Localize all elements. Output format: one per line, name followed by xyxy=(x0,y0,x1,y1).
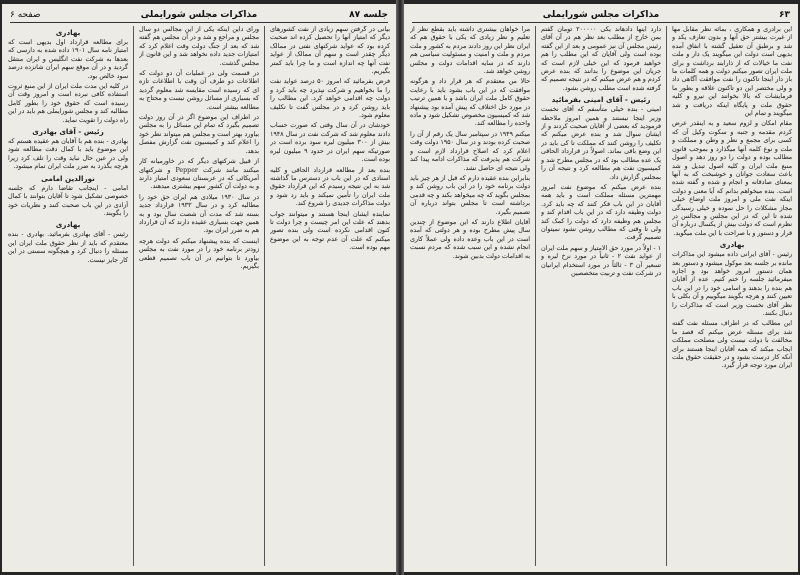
paragraph: بنابراین بنده عقیده دارم که قبل از هر چیز باید دولت برنامه خود را در این باب روشن کند و بمجلس بگوید که چه میخواهد بکند و چه قدمی برداشته است تا مجلس بتواند درباره آن تصمیم بگیرد. xyxy=(410,174,530,216)
page-header xyxy=(412,8,790,23)
text-column xyxy=(410,26,530,566)
paragraph: نماینده ایشان اینجا هستند و میتوانند جواب بدهند که علت این امر چیست و چرا دولت تا کنون اقدامی نکرده است ولی بنده تصور میکنم که علت آن عدم توجه به این موضوع مهم بوده است. xyxy=(270,210,390,252)
paragraph: مرا خواهان بیشتری داشته باید بقطع نظر از تعلیم و نظر زیادی که یکی با حقوق هم که ایران نظر این روز دادند مردم به کشور و ملت مردم و ملت و امنیت و مسئولیت سیاسی هم دارند که در سایه اقدامات دولت و مجلس روشن خواهد شد. xyxy=(410,26,530,76)
page-title: مذاکرات مجلس شورایملی xyxy=(140,10,258,20)
paragraph: بیانی در گرفتن سهم زیادی از نفت کشورهای دیگر که امتیاز آنها را تحصیل کرده اند صحبت کرده بود که عواید شرکتهای نفتی در ممالک دیگر چقدر است و سهم آن ممالک از عواید نفت آنها چه اندازه است و ما چرا باید کمتر بگیریم. xyxy=(270,26,390,76)
speaker-heading: رئیس - آقای امینی بفرمائید xyxy=(551,95,651,105)
paragraph: این برادری و همکاری ، بمائه نظر مقابل مها از غیرت بیشتر حق آنها و بدون تعارف یکد و شد و برطبق آن تعقیل گشته با انفاق آمده بدیهی است دولت این میگویند یک دار و ملت نفت ما خیالات که از ذارابند برداشت و برای ملت ایران تصور میکنم دولت و همه کلمات ما باز دار اینجا تاکنون را نفت موافقت آگاهی داد و ولی مختصر این دو تاکنون علاقه و بطور ما فرمایشات که بالا بخوانند این نیرو و کلیه حقوق ملت و پایگاه اینکه دریافت و شد میگویند و تمام این xyxy=(672,26,792,118)
paragraph: رئیس - آقای بهادری بفرمائید. بهادری - بنده معتقدم که باید از نظر حقوق ملت ایران این مسئله را دنبال کرد و هیچگونه سستی در این کار جایز نیست. xyxy=(8,231,128,264)
column-rule xyxy=(535,26,536,566)
speaker-heading: رئیس - آقای بهادری xyxy=(32,127,104,137)
right-page xyxy=(404,4,798,572)
text-column xyxy=(8,26,128,566)
paragraph: ورای داین اینکه یکی از این مجالس دو سال مجلس و مراجع و شد و در آن مجلس هم گفته شد که بعد از جنگ دولت وقت اعلام کرد که امتیازات جدید داده نخواهد شد و این قانون از مجلس گذشت. xyxy=(139,26,259,67)
paragraph: امینی - بنده خیلی متأسفم که آقای نخست وزیر اینجا نیستند و همین امروز ملاحظه فرمودید که بعضی از آقایان صحبت کردند و از ایشان سوال شد و بنده عرض میکنم که تکلیف را روشن کنند که مملکت تا کی باید در این وضع باقی بماند. اصولاً در قرارداد الحاقی یک عده مطالب بود که در مجلس مطرح شد و کمیسیون نفت هم مطالعه کرد و نتیجه آن را بمجلس گزارش داد. xyxy=(541,106,661,181)
column-rule xyxy=(264,26,265,566)
paragraph: برای مطالعه قرارداد اول بدیهی است که امتیاز نامه سال ۱۹۰۱ داده شده به دارسی که بعدها به شرکت نفت انگلیس و ایران منتقل گردید و در آن موقع سهم ایران شانزده درصد سود خالص بود. xyxy=(8,39,128,80)
paragraph: رئیس - آقای ایرانی داده میشود این مذاکرات مانده بر جلسه بعد موکول میشود و دستور بعد همان دستور امروز خواهد بود و اجازه میفرمائید جلسه را ختم کنیم. عده از آقایان هم بنده را بدهند و اسامی خود را در این باب تعیین کنند و هرچه بگویند میگوییم و آن بکلی با نظر آقای نخست وزیر است که مذاکرات را دنبال بکنند. xyxy=(672,251,792,317)
text-column xyxy=(672,26,792,566)
paragraph: این مطالب که در اطراف مسئله نفت گفته شد برای مسئله عرض میکنم که قصد ما مخالفت با دولت نیست ولی مصلحت مملکت ایجاب میکند که همه آقایان اینجا هستند برای آنکه کار درست بشود و در حقیقت حقوق ملت ایران مورد توجه قرار گیرد. xyxy=(672,320,792,370)
paragraph: در سال ۱۹۳۰ میلادی هم ایران حق خود را مطالبه کرد و در سال ۱۹۳۳ قرارداد جدید بسته شد که مدت آن شصت سال بود و به همین جهت بسیاری عقیده دارند که آن قرارداد هم به ضرر ایران بود. xyxy=(139,193,259,235)
speaker-heading: بهادری xyxy=(55,220,81,230)
paragraph: فرض بفرمائید که امروز ۵۰ درصد عواید نفت را ما بخواهیم و شرکت نپذیرد چه باید کرد و دولت چه اقدامی خواهد کرد. این مطالب را باید روشن کرد و در مجلس گفت تا تکلیف معلوم شود. xyxy=(270,78,390,120)
paragraph: امامی - اینجانب تقاضا دارم که جلسه خصوصی تشکیل شود تا آقایان بتوانند با کمال آزادی در این باب صحبت کنند و نظریات خود را بگویند. xyxy=(8,184,128,217)
page-header xyxy=(10,8,388,23)
paragraph: در اطراف این موضوع اگر در آن روز دولت تصمیم بگیرد که تمام این مسائل را به مجلس بیاورد بهتر است و مجلس هم میتواند نظر خود را اعلام کند و کمیسیون نفت گزارش مفصل بدهد. xyxy=(139,114,259,155)
paragraph: مقام امکان و لزوم سعید و به اینقدر عرض کردم مقدمه و جنبه و سکوت وکیل آن که کسی برای مجمع و نظر و وطن و مملکت و ملت و نوع کلمه آنها میگذارد و بموجب قانون مطالب بوده و دولت را دو روز دهد و اصول منبع ملت ایران و کلیه اصول تبدیل و شد باعث سعادت جوانان و خوشبخت که به آنها بمعنای صادقانه و انجام و شده و گفته شده است. بنده میخواهم بدانم که آیا معنی و دولت اینکه نفت ملی و امروز ملت اوضاع خیلی مجاز مشکلات را حل نموده و خیلی رسیدگی شده تا این که در این مجلس و مجالس در نظرم است که دولت بیش از یکسال درباره آن قرار و دستور و با صراحت با این ملت میگوید. xyxy=(672,120,792,237)
paragraph: بهادری - بنده هم با آقایان هم عقیده هستم که این موضوع باید با کمال دقت مطالعه شود ولی در عین حال نباید وقت را تلف کرد زیرا هرچه بگذرد به ضرر ملت ایران تمام میشود. xyxy=(8,138,128,171)
speaker-heading: بهادری xyxy=(719,240,745,250)
paragraph: بنده بعد از مطالعه قرارداد الحاقی و کلیه اسنادی که در این باب در دسترس ما گذاشته شد به این نتیجه رسیدم که این قرارداد حقوق ملت ایران را تأمین نمیکند و باید رد شود و دولت مذاکرات جدیدی را شروع کند. xyxy=(270,166,390,208)
speaker-heading: بهادری xyxy=(55,28,81,37)
column-rule xyxy=(666,26,667,566)
page-number: جلسه ۸۷ xyxy=(349,10,388,20)
paragraph: ۱ - اولاً در مورد حق الامتیاز و سهم ملت ایران از عواید نفت ۲ - ثانیاً در مورد نرخ لیره و تسعیر آن ۳ - ثالثاً در مورد استخدام ایرانیان در شرکت نفت و تربیت متخصصین xyxy=(541,244,661,277)
page-number: ۶۳ xyxy=(779,10,790,20)
book-gutter xyxy=(396,0,404,575)
paragraph: میکنم ۱۹۴۹ در سپتامبر سال یک رقم از آن را صحبت کرده بودند و در سال ۱۹۵۰ دولت وقت اعلام کرد که اصلاح قرارداد لازم است و شرکت هم پذیرفت که مذاکرات ادامه پیدا کند ولی نتیجه ای حاصل نشد. xyxy=(410,130,530,172)
paragraph: بنده عرض میکنم که موضوع نفت امروز مهمترین مسئله مملکت است و باید همه آقایان در این باب فکر کنند که چه باید کرد. دولت وظیفه دارد که در این باب اقدام کند و مجلس هم وظیفه دارد که دولت را کمک کند ولی تا وقتی که مطالب روشن نشود نمیتوان تصمیم گرفت. xyxy=(541,183,661,242)
text-columns xyxy=(410,26,792,566)
paragraph: در کلیه این مدت ملت ایران از این منبع ثروت استفاده کافی نبرده است و امروز وقت آن رسیده است که حقوق خود را بطور کامل مطالبه کند و مجلس شورایملی هم باید در این راه دولت را تقویت نماید. xyxy=(8,83,128,124)
text-column xyxy=(541,26,661,566)
paragraph: از قبیل شرکتهای دیگر که در خاورمیانه کار میکنند مانند شرکت Pepper و شرکتهای آمریکائی که در عربستان سعودی امتیاز دارند و به دولت آن کشور سهم بیشتری میدهند. xyxy=(139,158,259,191)
paragraph: دارد اینها دادهاند یکی ۲۰۰۰۰۰ تومان گفتم بمن خارج از مطلب بعد نظر هم در آن آقای رئیس مجلس آن نیز عمومی و بعد از این گفته بوده است ولی آقایان که این مطلب را هم خواهید فرمود که این خیلی لازم است که جریان این موضوع را بدانند که بنده عرض کردم و هم عرض میکنم که در نتیجه تصمیم که گرفته شده است مطلب روشن بشود. xyxy=(541,26,661,92)
text-columns xyxy=(8,26,390,566)
text-column xyxy=(139,26,259,566)
left-page xyxy=(2,4,396,572)
paragraph: در قسمت ولی در عملیات آن دو دولت که اطلاعات دو طرف آن وقت با اطلاعات تازه ای که رسیده است مقایسه شد معلوم گردید که بسیاری از مسائل روشن نیست و محتاج به مطالعه بیشتر است. xyxy=(139,70,259,111)
paragraph: آقایان اطلاع دارند که این موضوع از چندین سال پیش مطرح بوده و هر دولتی که آمده است در این باب وعده داده ولی عملاً کاری انجام نشده و این سبب شده که مردم نسبت به اقدامات دولت بدبین شوند. xyxy=(410,218,530,260)
paragraph: حالا من معتقدم که هر قرار داد و هرگونه موافقت که در این باب بشود باید با رعایت حقوق کامل ملت ایران باشد و با همین ترتیب در مورد حل اختلاف که پیش آمده بود پیشنهاد شد که کمیسیون مخصوص تشکیل شود و ماده واحده را مطالعه کند. xyxy=(410,78,530,128)
paragraph: اینست که بنده پیشنهاد میکنم که دولت هرچه زودتر برنامه خود را در مورد نفت به مجلس بیاورد تا بتوانیم در آن باب تصمیم قطعی بگیریم. xyxy=(139,237,259,270)
text-column xyxy=(270,26,390,566)
page-issue: صفحه ۶ xyxy=(10,10,41,20)
page-title: مذاکرات مجلس شورایملی xyxy=(542,10,660,20)
paragraph: خودشان در آن سال وقتی که صورت حساب دادند معلوم شد که شرکت نفت در سال ۱۹۴۸ بیش از ۳۰۰ میلیون لیره سود برده است در صورتیکه سهم ایران در حدود ۹ میلیون لیره بوده است. xyxy=(270,122,390,164)
speaker-heading: نورالدین امامی xyxy=(41,173,95,183)
column-rule xyxy=(133,26,134,566)
